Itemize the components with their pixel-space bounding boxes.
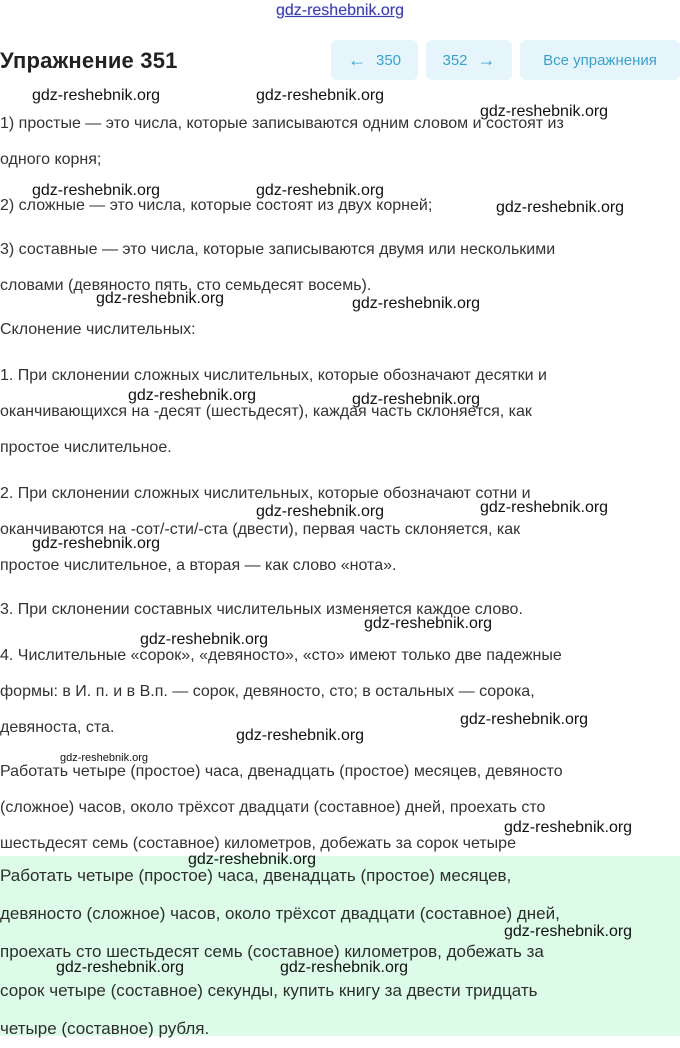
watermark: gdz-reshebnik.org: [32, 182, 161, 199]
arrow-left-icon: ←: [347, 50, 366, 70]
next-exercise-button[interactable]: [426, 40, 512, 80]
text-line: простое числительное, а вторая — как слово «нота».: [0, 557, 397, 574]
text-line: (сложное) часов, около трёхсот двадцати (составное) дней, проехать сто: [0, 799, 546, 816]
watermark: gdz-reshebnik.org: [188, 851, 317, 868]
watermark: gdz-reshebnik.org: [364, 615, 493, 632]
text-line: 2) сложные — это числа, которые состоят из двух корней;: [0, 197, 433, 214]
exercise-header: [0, 40, 680, 82]
text-line: оканчиваются на -сот/-сти/-ста (двести), первая часть склоняется, как: [0, 521, 521, 538]
watermark: gdz-reshebnik.org: [504, 923, 633, 940]
prev-exercise-button[interactable]: [331, 40, 418, 80]
watermark: gdz-reshebnik.org: [480, 499, 609, 516]
text-line: Склонение числительных:: [0, 321, 196, 338]
text-line: 1) простые — это числа, которые записываются одним словом и состоят из: [0, 115, 564, 132]
watermark: gdz-reshebnik.org: [96, 290, 225, 307]
text-line: простое числительное.: [0, 439, 172, 456]
next-exercise-label: 352: [442, 51, 468, 69]
watermark: gdz-reshebnik.org: [480, 103, 609, 120]
text-line: одного корня;: [0, 151, 102, 168]
text-line: 4. Числительные «сорок», «девяносто», «сто» имеют только две падежные: [0, 647, 562, 664]
text-line: девяноста, ста.: [0, 719, 115, 736]
answer-block: [0, 856, 680, 1036]
arrow-right-icon: →: [477, 50, 496, 70]
answer-line: четыре (составное) рубля.: [0, 1019, 210, 1038]
prev-exercise-label: 350: [375, 51, 402, 69]
watermark: gdz-reshebnik.org: [352, 391, 481, 408]
text-line: 3. При склонении составных числительных изменяется каждое слово.: [0, 601, 523, 618]
text-line: 1. При склонении сложных числительных, которые обозначают десятки и: [0, 367, 547, 384]
watermark: gdz-reshebnik.org: [280, 959, 409, 976]
watermark: gdz-reshebnik.org: [352, 295, 481, 312]
watermark: gdz-reshebnik.org: [32, 535, 161, 552]
text-line: 3) составные — это числа, которые записываются двумя или несколькими: [0, 241, 556, 258]
text-line: словами (девяносто пять, сто семьдесят восемь).: [0, 277, 372, 294]
text-line: 2. При склонении сложных числительных, которые обозначают сотни и: [0, 485, 531, 502]
answer-line: Работать четыре (простое) часа, двенадцать (простое) месяцев,: [0, 866, 512, 885]
watermark: gdz-reshebnik.org: [256, 182, 385, 199]
site-link[interactable]: gdz-reshebnik.org: [275, 2, 405, 19]
text-line: шестьдесят семь (составное) километров, добежать за сорок четыре: [0, 835, 516, 852]
page-title: Упражнение 351: [0, 48, 178, 73]
watermark: gdz-reshebnik.org: [256, 87, 385, 104]
watermark: gdz-reshebnik.org: [496, 199, 625, 216]
text-line: оканчивающихся на -десят (шестьдесят), каждая часть склоняется, как: [0, 403, 532, 420]
text-line: Работать четыре (простое) часа, двенадцать (простое) месяцев, девяносто: [0, 763, 563, 780]
answer-line: девяносто (сложное) часов, около трёхсот двадцати (составное) дней,: [0, 904, 560, 923]
watermark: gdz-reshebnik.org: [504, 819, 633, 836]
all-exercises-button[interactable]: [520, 40, 680, 80]
watermark: gdz-reshebnik.org: [128, 387, 257, 404]
watermark: gdz-reshebnik.org: [140, 631, 269, 648]
watermark: gdz-reshebnik.org: [32, 87, 161, 104]
text-line: формы: в И. п. и в В.п. — сорок, девяносто, сто; в остальных — сорока,: [0, 683, 535, 700]
answer-line: проехать сто шестьдесят семь (составное) километров, добежать за: [0, 942, 544, 961]
answer-line: сорок четыре (составное) секунды, купить книгу за двести тридцать: [0, 981, 538, 1000]
watermark: gdz-reshebnik.org: [256, 503, 385, 520]
watermark: gdz-reshebnik.org: [236, 727, 365, 744]
watermark: gdz-reshebnik.org: [60, 752, 149, 764]
watermark: gdz-reshebnik.org: [56, 959, 185, 976]
watermark: gdz-reshebnik.org: [460, 711, 589, 728]
all-exercises-label: Все упражнения: [543, 51, 657, 69]
